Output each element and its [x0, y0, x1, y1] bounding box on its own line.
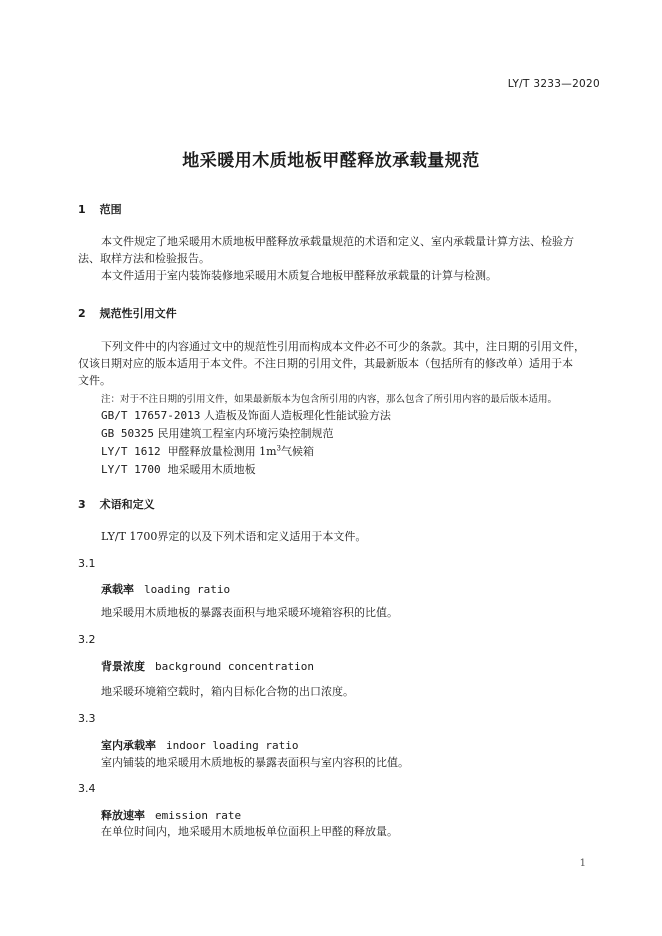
reference-item	[101, 461, 256, 478]
section-1-para-2: 本文件适用于室内装饰装修地采暖用木质复合地板甲醛释放承载量的计算与检测。	[101, 269, 497, 282]
term-definition: 地采暖用木质地板的暴露表面积与地采暖环境箱容积的比值。	[101, 606, 398, 619]
section-3-intro: LY/T 1700界定的以及下列术语和定义适用于本文件。	[101, 530, 367, 543]
reference-title: 民用建筑工程室内环境污染控制规范	[157, 427, 334, 440]
term-heading	[101, 581, 230, 597]
section-3-heading	[78, 496, 155, 512]
reference-item	[101, 425, 333, 442]
section-2-para-line-2: 仅该日期对应的版本适用于本文件。不注日期的引用文件，其最新版本（包括所有的修改单）适用于本	[78, 357, 573, 370]
clause-number: 3.2	[78, 633, 96, 646]
clause-number: 3.1	[78, 557, 96, 570]
reference-title: 甲醛释放量检测用 $1m^3$气候箱	[167, 444, 315, 458]
reference-title: 人造板及饰面人造板理化性能试验方法	[203, 409, 391, 422]
reference-item	[101, 443, 314, 460]
page-number: 1	[579, 858, 586, 869]
term-definition: 在单位时间内，地采暖用木质地板单位面积上甲醛的释放量。	[101, 825, 398, 838]
reference-code: LY/T 1612	[101, 445, 161, 458]
reference-code: LY/T 1700	[101, 463, 161, 476]
term-english: indoor loading ratio	[166, 739, 299, 752]
reference-note: 注：对于不注日期的引用文件，如果最新版本为包含所引用的内容，那么包含了所引用内容的最后版本适用。	[101, 394, 558, 405]
term-heading	[101, 807, 241, 823]
clause-number: 3.3	[78, 712, 96, 725]
term-definition: 室内铺装的地采暖用木质地板的暴露表面积与室内容积的比值。	[101, 756, 409, 769]
term-chinese: 室内承载率	[101, 739, 156, 752]
term-heading	[101, 737, 298, 753]
document-title: 地采暖用木质地板甲醛释放承载量规范	[182, 151, 480, 171]
section-title: 术语和定义	[99, 498, 155, 511]
reference-item	[101, 407, 391, 424]
reference-title: 地采暖用木质地板	[167, 463, 256, 476]
section-2-para-line-1: 下列文件中的内容通过文中的规范性引用而构成本文件必不可少的条款。其中，注日期的引用文件，	[101, 340, 585, 353]
section-2-para-line-3: 文件。	[78, 374, 111, 387]
section-2-heading	[78, 305, 177, 321]
term-chinese: 释放速率	[101, 809, 145, 822]
section-title: 范围	[99, 203, 122, 216]
term-chinese: 背景浓度	[101, 660, 145, 673]
section-1-para-1-line-2: 法、取样方法和检验报告。	[78, 252, 210, 265]
term-english: background concentration	[155, 660, 314, 673]
reference-code: GB 50325	[101, 427, 154, 440]
section-1-heading	[78, 201, 122, 217]
term-heading	[101, 658, 314, 674]
clause-number: 3.4	[78, 782, 96, 795]
standard-number: LY/T 3233—2020	[507, 78, 600, 90]
section-number: 3	[78, 498, 86, 511]
section-number: 2	[78, 307, 86, 320]
term-english: emission rate	[155, 809, 242, 822]
term-english: loading ratio	[144, 583, 231, 596]
term-definition: 地采暖环境箱空载时，箱内目标化合物的出口浓度。	[101, 685, 354, 698]
term-chinese: 承载率	[101, 583, 134, 596]
section-title: 规范性引用文件	[99, 307, 177, 320]
section-1-para-1-line-1: 本文件规定了地采暖用木质地板甲醛释放承载量规范的术语和定义、室内承载量计算方法、检验方	[101, 235, 574, 248]
section-number: 1	[78, 203, 86, 216]
reference-code: GB/T 17657-2013	[101, 409, 201, 422]
